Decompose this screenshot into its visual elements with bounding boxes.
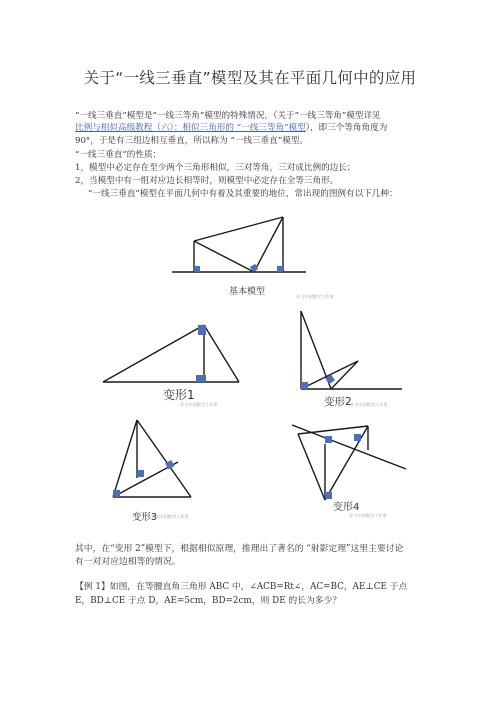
intro-line-3: 90°，于是有三组边相互垂直，所以称为 “一线三垂直”模型。	[75, 136, 309, 146]
variant-1-label: 变形1	[163, 388, 195, 402]
variant-2-label: 变形2	[324, 396, 352, 408]
watermark-text: 亚力中国数学工作室	[180, 402, 218, 407]
variant-1-watermark	[180, 402, 218, 408]
variant-4-label: 变形4	[333, 502, 360, 513]
basic-model-figure	[172, 217, 306, 272]
after-line-2: 有一对对应边相等的情况。	[75, 557, 181, 567]
intro-line-1: “一线三垂直”模型是“一线三等角”模型的特殊情况，（关于“一线三等角”模型详见	[75, 111, 381, 121]
intro-line-2-rest: ），即三个等角角度为	[305, 123, 388, 133]
watermark-text: 亚力中国数学工作室	[296, 294, 334, 299]
property-item-1: 1，模型中必定存在至少两个三角形相似，三对等角，三对成比例的边长；	[75, 163, 356, 173]
variant-3-label: 变形3	[132, 512, 158, 523]
basic-model-watermark	[296, 294, 334, 300]
variant-2-figure	[301, 311, 402, 389]
watermark-text: 亚力中国数学工作室	[350, 402, 388, 407]
variant-1-figure	[103, 325, 239, 382]
properties-heading: “一线三垂直”的性质：	[75, 150, 162, 160]
property-item-2: 2，当模型中有一组对应边长相等时，则模型中必定存在全等三角形。	[75, 176, 339, 186]
variant-4-figure	[292, 425, 406, 500]
variant-2-watermark	[350, 402, 388, 408]
basic-model-label: 基本模型	[229, 287, 266, 297]
variant-3-figure	[113, 420, 191, 497]
page-title: 关于“一线三垂直”模型及其在平面几何中的应用	[83, 69, 417, 87]
variant-4-watermark	[349, 513, 387, 519]
property-item-3: “一线三垂直”模型在平面几何中有着及其重要的地位，常出现的图例有以下几种：	[88, 189, 398, 199]
variant-3-watermark	[151, 514, 189, 520]
watermark-text: 亚力中国数学工作室	[151, 514, 189, 519]
watermark-text: 亚力中国数学工作室	[349, 513, 387, 518]
tutorial-link[interactable]: 比例与相似高级教程（六）：相似三角形的 “一线三等角”模型	[75, 123, 306, 133]
after-line-1: 其中，在“变形 2”模型下，根据相似原理，推理出了著名的 “射影定理”这里主要讨论	[75, 544, 404, 554]
example-line-1: 【例 1】如图，在等腰直角三角形 ABC 中，∠ACB=Rt∠，AC=BC，AE⊥CE 于点	[75, 582, 408, 592]
example-line-2: E，BD⊥CE 于点 D，AE=5cm，BD=2cm，则 DE 的长为多少？	[75, 596, 342, 606]
